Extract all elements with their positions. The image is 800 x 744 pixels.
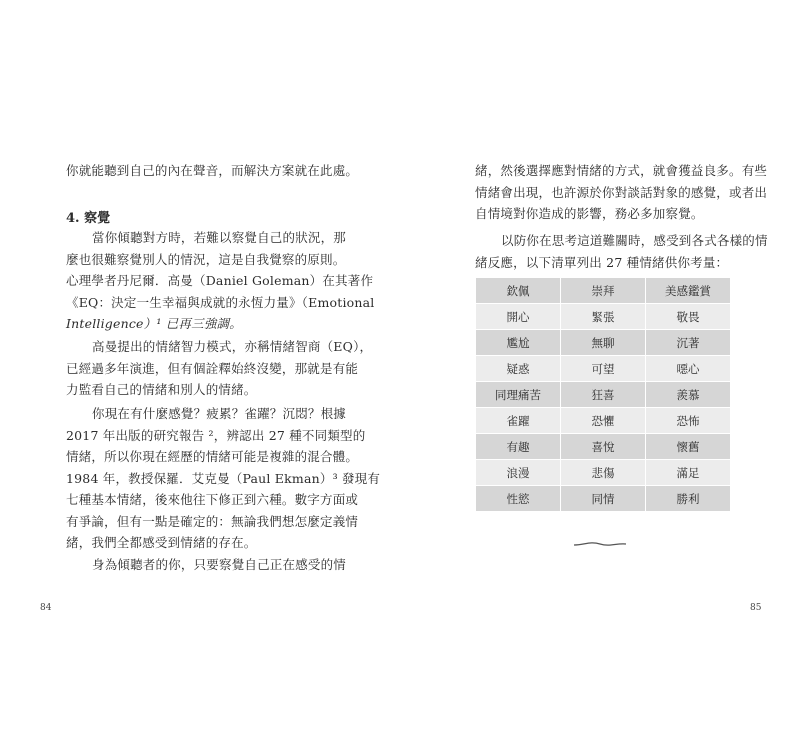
ornament-divider-icon xyxy=(572,539,628,549)
table-cell: 懷舊 xyxy=(646,434,731,460)
table-cell: 欽佩 xyxy=(476,278,561,304)
text-line: 七種基本情緒，後來他往下修正到六種。數字方面或 xyxy=(66,492,359,507)
table-row xyxy=(476,356,731,382)
paragraph-feelings xyxy=(66,403,380,554)
text-line: 以防你在思考這道難關時，感受到各式各樣的情 xyxy=(501,233,768,248)
text-line: 自情境對你造成的影響，務必多加察覺。 xyxy=(475,206,704,221)
table-cell: 性慾 xyxy=(476,486,561,512)
text-line: 《EQ：決定一生幸福與成就的永恆力量》（Emotional xyxy=(66,294,375,310)
table-row xyxy=(476,460,731,486)
text-line: 身為傾聽者的你，只要察覺自己正在感受的情 xyxy=(92,557,347,572)
emotions-table xyxy=(475,277,731,512)
table-row xyxy=(476,278,731,304)
text-line: 麼也很難察覺別人的情況，這是自我覺察的原則。 xyxy=(66,251,346,267)
table-cell: 開心 xyxy=(476,304,561,330)
table-row xyxy=(476,330,731,356)
text-line: 情緒會出現，也許源於你對談話對象的感覺，或者出 xyxy=(475,184,768,200)
table-cell: 悲傷 xyxy=(561,460,646,486)
table-cell: 同理痛苦 xyxy=(476,382,561,408)
text-line: 情緒，所以你現在經歷的情緒可能是複雜的混合體。 xyxy=(66,449,359,464)
table-cell: 可望 xyxy=(561,356,646,382)
table-cell: 恐怖 xyxy=(646,408,731,434)
table-row xyxy=(476,434,731,460)
text-line: 高曼提出的情緒智力模式，亦稱情緒智商（EQ）， xyxy=(92,339,373,354)
text-line: Intelligence）¹ 已再三強調。 xyxy=(66,316,242,331)
page-number: 84 xyxy=(40,603,52,613)
paragraph-list-intro xyxy=(475,230,768,273)
paragraph-listener xyxy=(66,554,346,576)
text-line: 緒，然後選擇應對情緒的方式，就會獲益良多。有些 xyxy=(475,163,768,178)
table-cell: 沉著 xyxy=(646,330,731,356)
table-cell: 崇拜 xyxy=(561,278,646,304)
table-cell: 勝利 xyxy=(646,486,731,512)
page-number: 85 xyxy=(750,603,762,613)
table-row xyxy=(476,408,731,434)
paragraph-eq-model xyxy=(66,336,372,401)
table-cell: 敬畏 xyxy=(646,304,731,330)
table-cell: 無聊 xyxy=(561,330,646,356)
table-cell: 羨慕 xyxy=(646,382,731,408)
table-cell: 雀躍 xyxy=(476,408,561,434)
paragraph-continued xyxy=(475,160,767,225)
table-cell: 噁心 xyxy=(646,356,731,382)
table-cell: 緊張 xyxy=(561,304,646,330)
table-cell: 滿足 xyxy=(646,460,731,486)
text-line: 你就能聽到自己的內在聲音，而解決方案就在此處。 xyxy=(66,163,359,178)
text-line: 已經過多年演進，但有個詮釋始終沒變，那就是有能 xyxy=(66,360,359,376)
text-line: 緒，我們全都感受到情緒的存在。 xyxy=(66,535,257,550)
table-cell: 狂喜 xyxy=(561,382,646,408)
table-cell: 喜悅 xyxy=(561,434,646,460)
text-line: 心理學者丹尼爾．高曼（Daniel Goleman）在其著作 xyxy=(66,273,374,288)
table-cell: 同情 xyxy=(561,486,646,512)
text-line: 當你傾聽對方時，若難以察覺自己的狀況，那 xyxy=(92,230,347,245)
text-line: 力監看自己的情緒和別人的情緒。 xyxy=(66,382,257,397)
text-line: 2017 年出版的研究報告 ²，辨認出 27 種不同類型的 xyxy=(66,427,366,443)
table-row xyxy=(476,304,731,330)
table-row xyxy=(476,486,731,512)
table-cell: 尷尬 xyxy=(476,330,561,356)
table-cell: 疑惑 xyxy=(476,356,561,382)
right-page xyxy=(400,0,800,744)
table-row xyxy=(476,382,731,408)
text-line: 1984 年，教授保羅．艾克曼（Paul Ekman）³ 發現有 xyxy=(66,470,381,486)
paragraph-goleman xyxy=(66,227,374,335)
text-line: 你現在有什麼感覺？疲累？雀躍？沉悶？根據 xyxy=(92,406,347,421)
table-cell: 有趣 xyxy=(476,434,561,460)
text-line: 有爭論，但有一點是確定的：無論我們想怎麼定義情 xyxy=(66,513,359,529)
table-cell: 浪漫 xyxy=(476,460,561,486)
table-cell: 恐懼 xyxy=(561,408,646,434)
table-cell: 美感鑑賞 xyxy=(646,278,731,304)
text-line: 緒反應，以下清單列出 27 種情緒供你考量： xyxy=(475,254,729,270)
intro-paragraph xyxy=(66,160,358,182)
section-heading: 4. 察覺 xyxy=(66,211,111,226)
